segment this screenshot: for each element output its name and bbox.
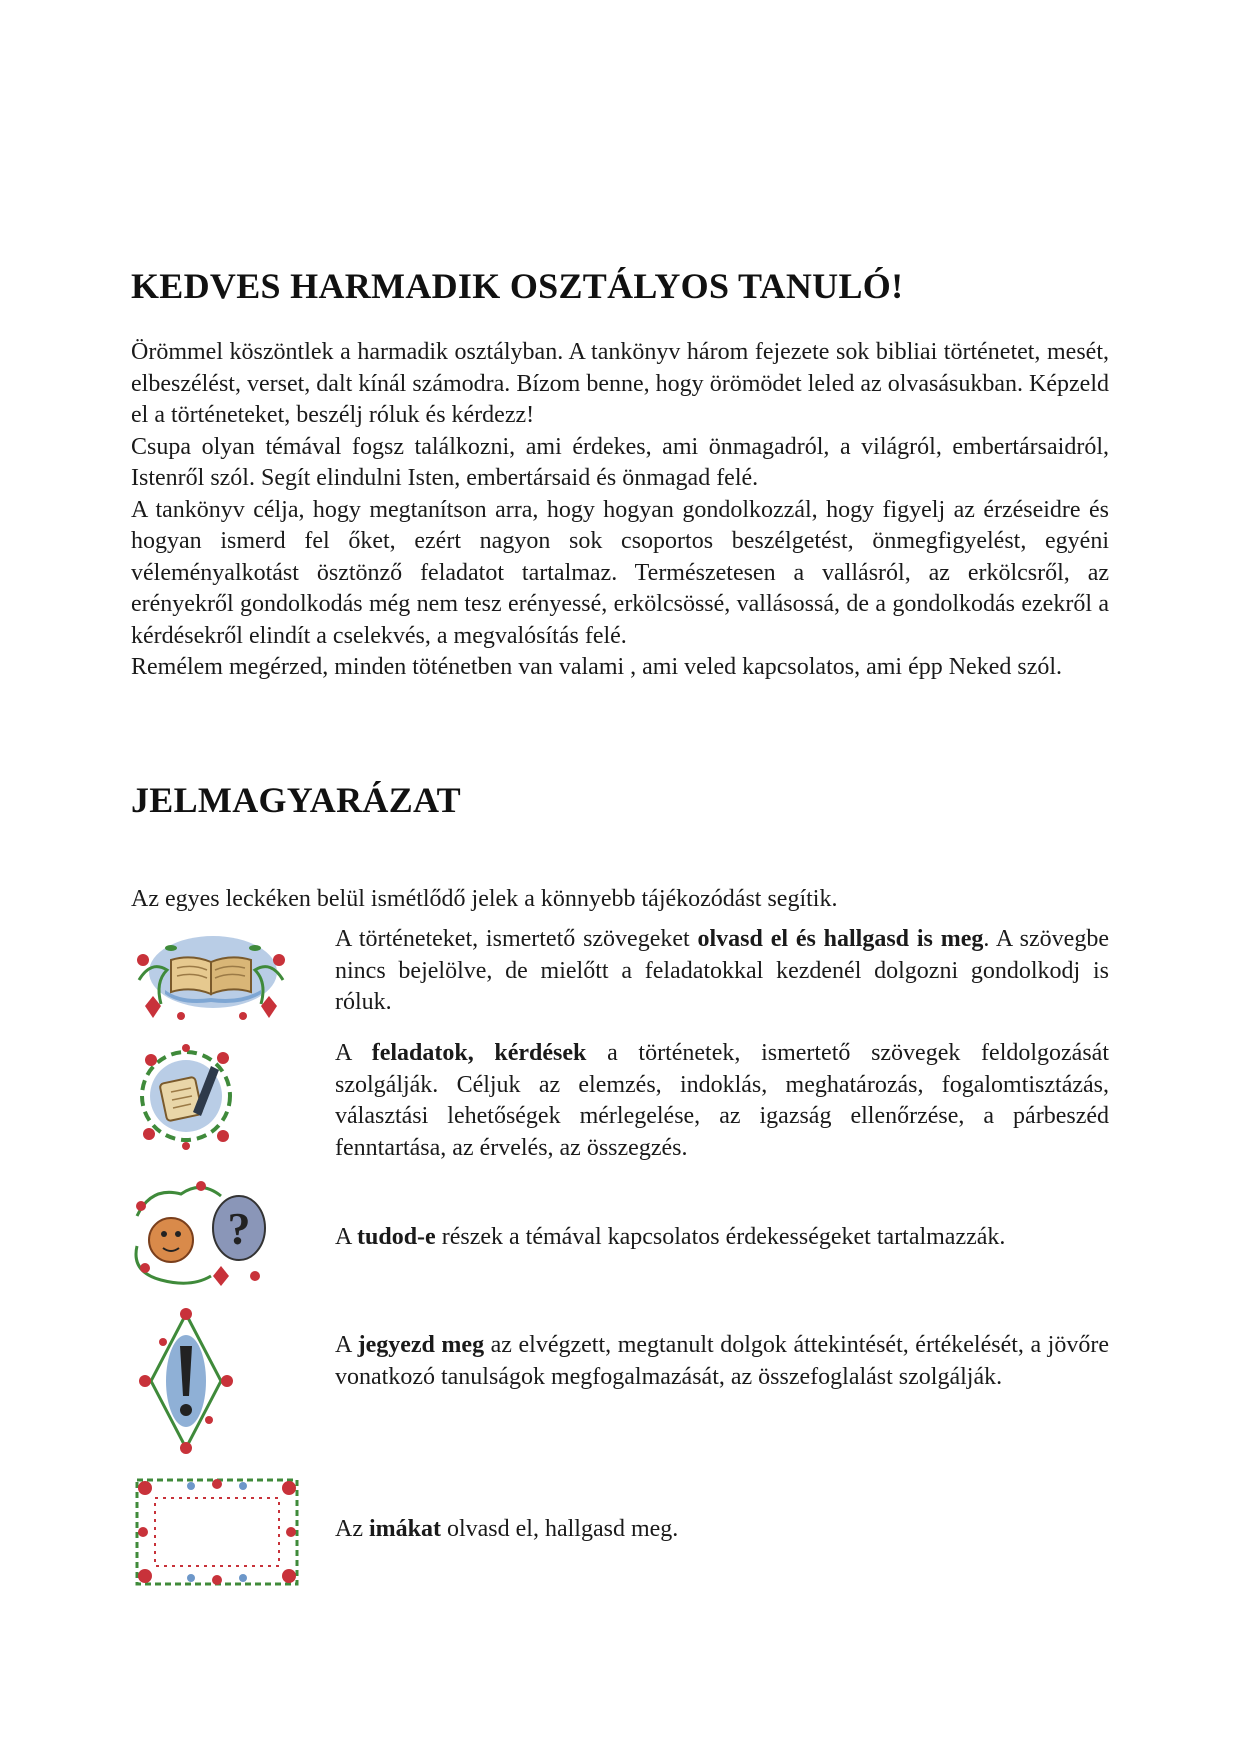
legend-text: A tudod-e részek a témával kapcsolatos érdekességeket tartalmazzák. <box>335 1224 1006 1250</box>
legend-item-didyouknow <box>131 1176 1109 1296</box>
legend-title: JELMAGYARÁZAT <box>131 780 461 820</box>
legend-item-remember <box>131 1306 1109 1456</box>
floral-frame-icon <box>131 1474 303 1590</box>
exclamation-icon <box>131 1306 241 1456</box>
intro-text <box>131 337 1109 684</box>
book-icon <box>131 920 291 1025</box>
legend-lead: Az egyes leckéken belül ismétlődő jelek a könnyebb tájékozódást segítik. <box>131 886 838 912</box>
intro-paragraph: Remélem megérzed, minden töténetben van valami , ami veled kapcsolatos, ami épp Neked szól. <box>131 654 1063 680</box>
legend-item-read <box>131 920 1109 1030</box>
legend-text: A feladatok, kérdések a történetek, ismertető szövegek feldolgozását szolgálják. Céljuk az elemzés, indoklás, meghatározás, fogalomtisztázás, választási lehetőségek mérlegelése, az igazság ellenőrzése, a párbeszéd fenntartása, az érvelés, az összegzés. <box>335 1040 1109 1161</box>
legend-item-tasks <box>131 1036 1109 1166</box>
intro-paragraph: Örömmel köszöntlek a harmadik osztályban. A tankönyv három fejezete sok bibliai történetet, mesét, elbeszélést, verset, dalt kínál számodra. Bízom benne, hogy örömödet leled az olvasásukban. Képzeld el a történeteket, beszélj róluk és kérdezz! <box>131 339 1109 428</box>
question-face-icon <box>131 1176 271 1291</box>
legend-text: A jegyezd meg az elvégzett, megtanult dolgok áttekintését, értékelését, a jövőre vonatkozó tanulságok megfogalmazását, az összefoglalást szolgálják. <box>335 1332 1109 1390</box>
legend-item-prayers <box>131 1474 1109 1592</box>
page-title: KEDVES HARMADIK OSZTÁLYOS TANULÓ! <box>131 266 904 306</box>
intro-paragraph: Csupa olyan témával fogsz találkozni, ami érdekes, ami önmagadról, a világról, embertársaidról, Istenről szól. Segít elindulni Isten, embertársaid és önmagad felé. <box>131 433 1109 491</box>
svg-text:?: ? <box>227 1203 251 1254</box>
pencil-paper-icon <box>131 1036 241 1156</box>
legend-text: Az imákat olvasd el, hallgasd meg. <box>335 1516 679 1542</box>
legend-text: A történeteket, ismertető szövegeket olvasd el és hallgasd is meg. A szövegbe nincs bejelölve, de mielőtt a feladatokkal kezdenél dolgozni gondolkodj is róluk. <box>335 926 1109 1015</box>
intro-paragraph: A tankönyv célja, hogy megtanítson arra, hogy hogyan gondolkozzál, hogy figyelj az érzéseidre és hogyan ismerd fel őket, ezért nagyon sok csoportos beszélgetést, önmegfigyelést, egyéni véleményalkotást ösztönző feladatot tartalmaz. Természetesen a vallásról, az erkölcsről, az erényekről gondolkodás még nem tesz erényessé, erkölcsössé, vallásossá, de a gondolkodás ezekről a kérdésekről elindít a cselekvés, a megvalósítás felé. <box>131 496 1109 649</box>
